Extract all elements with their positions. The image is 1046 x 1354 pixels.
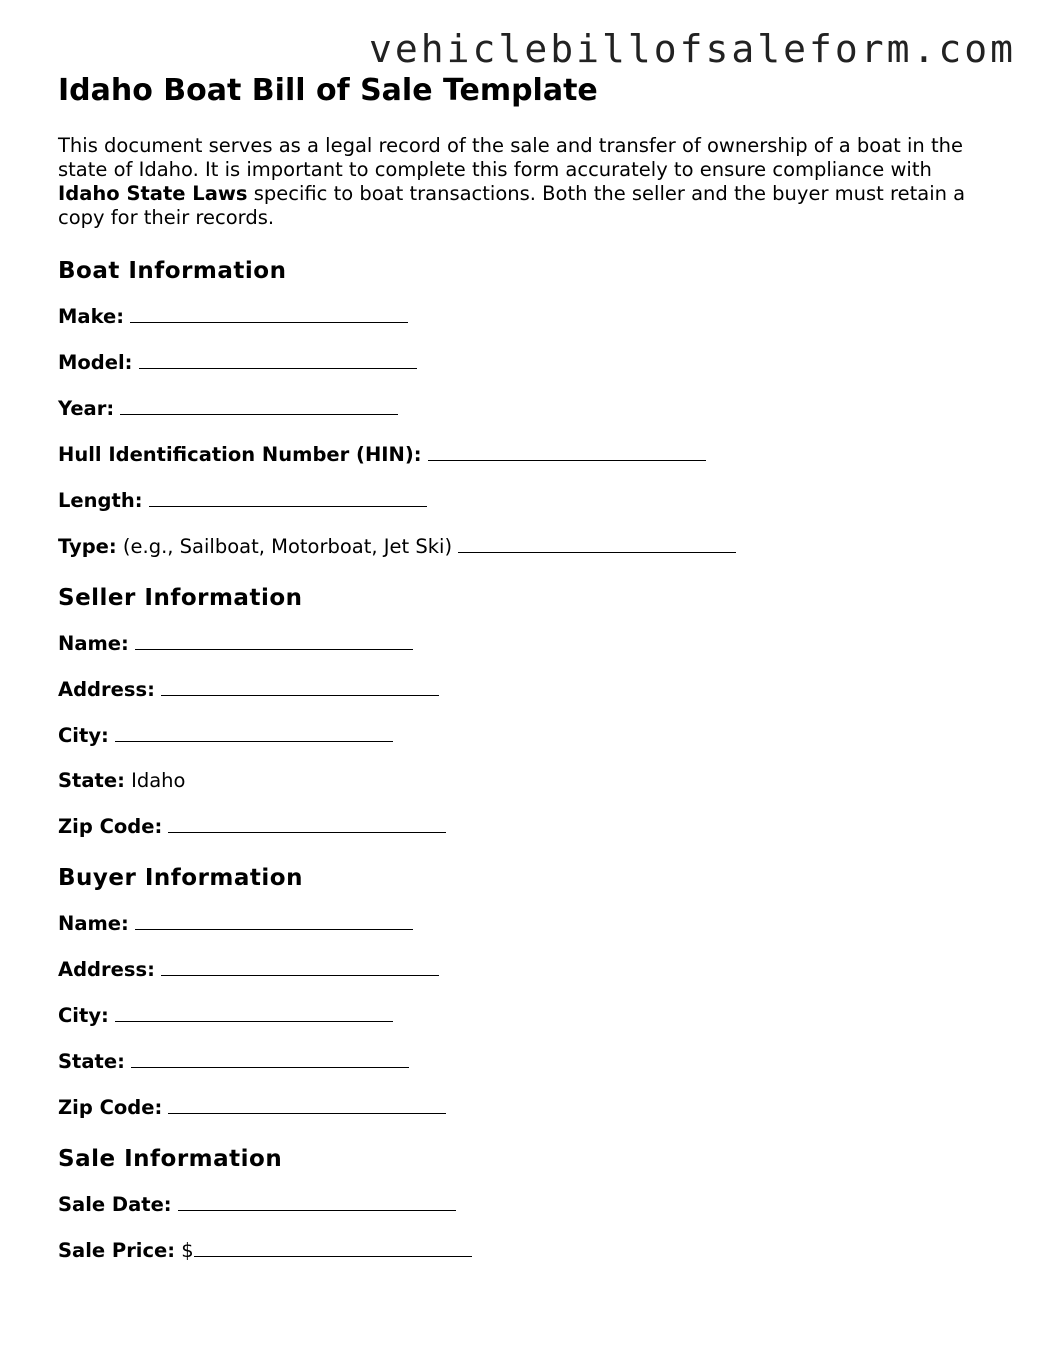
model-row xyxy=(58,350,988,375)
buyer-name-label: Name: xyxy=(58,912,129,935)
buyer-address-row xyxy=(58,957,988,982)
buyer-city-field[interactable] xyxy=(115,1003,393,1022)
seller-address-label: Address: xyxy=(58,678,155,701)
sale-price-row xyxy=(58,1238,988,1263)
type-label: Type: xyxy=(58,535,117,558)
make-label: Make: xyxy=(58,305,125,328)
sale-price-label: Sale Price: xyxy=(58,1239,176,1262)
page-title: Idaho Boat Bill of Sale Template xyxy=(58,73,598,108)
buyer-zip-label: Zip Code: xyxy=(58,1096,163,1119)
model-label: Model: xyxy=(58,351,133,374)
document-page xyxy=(58,72,988,1263)
watermark: vehiclebillofsaleform.com xyxy=(369,27,1016,71)
seller-name-field[interactable] xyxy=(135,631,413,650)
seller-state-label: State: xyxy=(58,769,125,792)
buyer-zip-row xyxy=(58,1095,988,1120)
seller-name-label: Name: xyxy=(58,632,129,655)
seller-information-section xyxy=(58,583,988,839)
seller-address-field[interactable] xyxy=(161,677,439,696)
type-field[interactable] xyxy=(458,534,736,553)
buyer-state-label: State: xyxy=(58,1050,125,1073)
length-field[interactable] xyxy=(149,488,427,507)
seller-state-value: Idaho xyxy=(131,769,186,792)
intro-paragraph xyxy=(58,134,988,230)
make-row xyxy=(58,304,988,329)
sale-date-label: Sale Date: xyxy=(58,1193,172,1216)
year-label: Year: xyxy=(58,397,115,420)
seller-city-label: City: xyxy=(58,724,109,747)
seller-zip-label: Zip Code: xyxy=(58,815,163,838)
buyer-zip-field[interactable] xyxy=(168,1095,446,1114)
boat-information-section xyxy=(58,256,988,559)
buyer-state-field[interactable] xyxy=(131,1049,409,1068)
buyer-address-label: Address: xyxy=(58,958,155,981)
currency-symbol: $ xyxy=(181,1239,194,1262)
buyer-city-label: City: xyxy=(58,1004,109,1027)
hin-label: Hull Identification Number (HIN): xyxy=(58,443,422,466)
make-field[interactable] xyxy=(130,304,408,323)
type-row xyxy=(58,534,988,559)
buyer-state-row xyxy=(58,1049,988,1074)
buyer-name-row xyxy=(58,911,988,936)
type-hint: (e.g., Sailboat, Motorboat, Jet Ski) xyxy=(122,535,453,558)
sale-date-field[interactable] xyxy=(178,1192,456,1211)
buyer-information-section xyxy=(58,863,988,1120)
year-row xyxy=(58,396,988,421)
seller-zip-row xyxy=(58,814,988,839)
seller-zip-field[interactable] xyxy=(168,814,446,833)
buyer-address-field[interactable] xyxy=(161,957,439,976)
intro-text-2: specific to boat transactions. Both the seller and the buyer must retain a copy for their records. xyxy=(58,182,966,229)
buyer-city-row xyxy=(58,1003,988,1028)
intro-text-1: This document serves as a legal record of the sale and transfer of ownership of a boat in the state of Idaho. It is important to complete this form accurately to ensure compliance with xyxy=(58,134,963,181)
seller-city-row xyxy=(58,723,988,748)
length-row xyxy=(58,488,988,513)
year-field[interactable] xyxy=(120,396,398,415)
buyer-information-heading: Buyer Information xyxy=(58,865,303,891)
intro-bold-text: Idaho State Laws xyxy=(58,182,248,205)
buyer-name-field[interactable] xyxy=(135,911,413,930)
sale-information-section xyxy=(58,1144,988,1263)
seller-city-field[interactable] xyxy=(115,723,393,742)
model-field[interactable] xyxy=(139,350,417,369)
sale-date-row xyxy=(58,1192,988,1217)
hin-field[interactable] xyxy=(428,442,706,461)
seller-address-row xyxy=(58,677,988,702)
hin-row xyxy=(58,442,988,467)
seller-name-row xyxy=(58,631,988,656)
sale-information-heading: Sale Information xyxy=(58,1146,283,1172)
boat-information-heading: Boat Information xyxy=(58,258,287,284)
seller-information-heading: Seller Information xyxy=(58,585,303,611)
seller-state-row xyxy=(58,769,988,793)
length-label: Length: xyxy=(58,489,143,512)
sale-price-field[interactable] xyxy=(194,1238,472,1257)
